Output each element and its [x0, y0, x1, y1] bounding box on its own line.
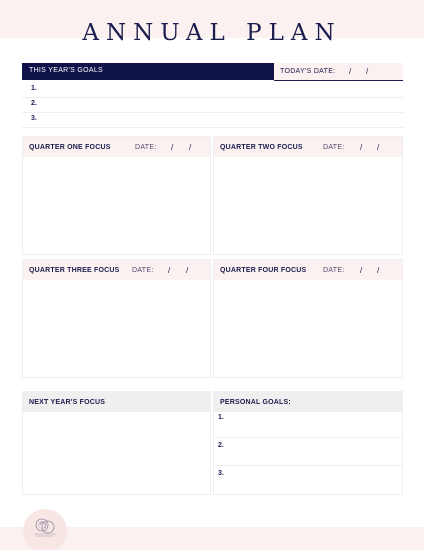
- todays-date-label: TODAY'S DATE:: [280, 68, 336, 75]
- logo-icon: [23, 509, 67, 550]
- quarter-one-box[interactable]: [22, 136, 211, 255]
- quarter-four-box[interactable]: [213, 259, 403, 378]
- quarter-two-date-label: DATE:: [323, 144, 345, 151]
- date-separator: /: [377, 143, 380, 152]
- goal-number: 3.: [31, 115, 37, 122]
- next-year-focus-label: NEXT YEAR'S FOCUS: [29, 399, 106, 406]
- personal-goal-line-1[interactable]: [214, 410, 402, 438]
- goal-line-3[interactable]: [22, 112, 403, 128]
- personal-goals-header: [214, 392, 402, 412]
- quarter-two-box[interactable]: [213, 136, 403, 255]
- quarter-one-header: [23, 137, 210, 157]
- quarter-four-date-label: DATE:: [323, 267, 345, 274]
- next-year-focus-header: [23, 392, 210, 412]
- personal-goals-box: [213, 391, 403, 495]
- personal-goal-number: 3.: [218, 470, 224, 477]
- cg-monogram-logo: [23, 509, 67, 550]
- quarter-two-label: QUARTER TWO FOCUS: [220, 144, 303, 151]
- quarter-three-date-label: DATE:: [132, 267, 154, 274]
- goal-number: 1.: [31, 85, 37, 92]
- quarter-three-header: [23, 260, 210, 280]
- goal-line-2[interactable]: [22, 97, 403, 113]
- quarter-two-header: [214, 137, 402, 157]
- goals-title: THIS YEAR'S GOALS: [29, 67, 103, 74]
- date-underline: [274, 80, 403, 81]
- next-year-focus-box[interactable]: [22, 391, 211, 495]
- goals-title-bar: [22, 63, 274, 80]
- quarter-three-label: QUARTER THREE FOCUS: [29, 267, 120, 274]
- quarter-four-header: [214, 260, 402, 280]
- quarter-four-label: QUARTER FOUR FOCUS: [220, 267, 307, 274]
- personal-goal-number: 2.: [218, 442, 224, 449]
- todays-date-field[interactable]: [274, 63, 403, 80]
- page-title: ANNUAL PLAN: [82, 20, 342, 46]
- goal-number: 2.: [31, 100, 37, 107]
- date-separator: /: [349, 67, 352, 76]
- date-separator: /: [168, 266, 171, 275]
- date-separator: /: [186, 266, 189, 275]
- quarter-one-label: QUARTER ONE FOCUS: [29, 144, 111, 151]
- date-separator: /: [171, 143, 174, 152]
- quarter-one-date-label: DATE:: [135, 144, 157, 151]
- personal-goal-line-2[interactable]: [214, 438, 402, 466]
- personal-goal-line-3[interactable]: [214, 466, 402, 494]
- personal-goal-number: 1.: [218, 414, 224, 421]
- date-separator: /: [377, 266, 380, 275]
- date-separator: /: [366, 67, 369, 76]
- date-separator: /: [360, 266, 363, 275]
- goals-header: [22, 63, 403, 80]
- personal-goals-label: PERSONAL GOALS:: [220, 399, 291, 406]
- date-separator: /: [360, 143, 363, 152]
- quarter-three-box[interactable]: [22, 259, 211, 378]
- goal-line-1[interactable]: [22, 82, 403, 98]
- date-separator: /: [189, 143, 192, 152]
